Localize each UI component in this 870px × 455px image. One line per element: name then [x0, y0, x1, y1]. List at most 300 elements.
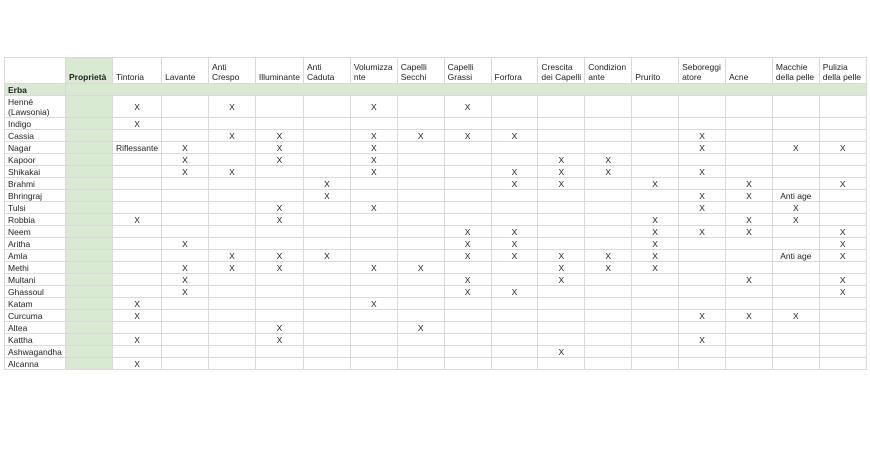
- value-cell[interactable]: X: [491, 250, 538, 262]
- value-cell[interactable]: X: [444, 96, 491, 118]
- value-cell[interactable]: [538, 96, 585, 118]
- value-cell[interactable]: [255, 298, 303, 310]
- value-cell[interactable]: X: [162, 154, 209, 166]
- value-cell[interactable]: [444, 310, 491, 322]
- value-cell[interactable]: [303, 214, 350, 226]
- value-cell[interactable]: X: [444, 286, 491, 298]
- value-cell[interactable]: [397, 334, 444, 346]
- property-cell[interactable]: [66, 310, 113, 322]
- value-cell[interactable]: [585, 310, 632, 322]
- value-cell[interactable]: [772, 346, 819, 358]
- herb-name-cell[interactable]: Curcuma: [5, 310, 66, 322]
- value-cell[interactable]: X: [491, 238, 538, 250]
- value-cell[interactable]: [303, 238, 350, 250]
- value-cell[interactable]: X: [632, 178, 679, 190]
- value-cell[interactable]: [350, 322, 397, 334]
- value-cell[interactable]: [725, 322, 772, 334]
- value-cell[interactable]: [303, 96, 350, 118]
- value-cell[interactable]: [679, 118, 726, 130]
- value-cell[interactable]: [725, 96, 772, 118]
- value-cell[interactable]: X: [632, 226, 679, 238]
- value-cell[interactable]: [350, 226, 397, 238]
- value-cell[interactable]: [585, 298, 632, 310]
- property-cell[interactable]: [66, 214, 113, 226]
- value-cell[interactable]: X: [679, 202, 726, 214]
- value-cell[interactable]: [632, 142, 679, 154]
- herb-name-cell[interactable]: Ghassoul: [5, 286, 66, 298]
- category-fill-cell[interactable]: [66, 84, 867, 96]
- column-header-cell[interactable]: Capelli Secchi: [397, 58, 444, 84]
- value-cell[interactable]: [585, 202, 632, 214]
- value-cell[interactable]: [350, 118, 397, 130]
- value-cell[interactable]: [444, 166, 491, 178]
- category-label-cell[interactable]: Erba: [5, 84, 66, 96]
- value-cell[interactable]: X: [113, 214, 162, 226]
- property-cell[interactable]: [66, 130, 113, 142]
- value-cell[interactable]: [208, 178, 255, 190]
- value-cell[interactable]: [208, 226, 255, 238]
- value-cell[interactable]: [397, 202, 444, 214]
- value-cell[interactable]: [255, 178, 303, 190]
- value-cell[interactable]: X: [113, 358, 162, 370]
- value-cell[interactable]: [585, 346, 632, 358]
- value-cell[interactable]: [819, 310, 866, 322]
- value-cell[interactable]: [162, 202, 209, 214]
- value-cell[interactable]: [303, 226, 350, 238]
- value-cell[interactable]: X: [538, 274, 585, 286]
- value-cell[interactable]: X: [350, 202, 397, 214]
- value-cell[interactable]: X: [350, 130, 397, 142]
- value-cell[interactable]: [303, 154, 350, 166]
- value-cell[interactable]: [491, 358, 538, 370]
- value-cell[interactable]: [162, 250, 209, 262]
- value-cell[interactable]: [397, 190, 444, 202]
- herb-name-cell[interactable]: Multani: [5, 274, 66, 286]
- column-header-cell[interactable]: Lavante: [162, 58, 209, 84]
- herb-name-cell[interactable]: Kapoor: [5, 154, 66, 166]
- value-cell[interactable]: X: [819, 178, 866, 190]
- value-cell[interactable]: [585, 142, 632, 154]
- value-cell[interactable]: X: [538, 154, 585, 166]
- herb-name-cell[interactable]: Shikakai: [5, 166, 66, 178]
- value-cell[interactable]: [113, 166, 162, 178]
- value-cell[interactable]: [162, 190, 209, 202]
- value-cell[interactable]: [632, 322, 679, 334]
- property-cell[interactable]: [66, 322, 113, 334]
- value-cell[interactable]: [538, 142, 585, 154]
- value-cell[interactable]: [113, 154, 162, 166]
- property-cell[interactable]: [66, 190, 113, 202]
- value-cell[interactable]: [632, 274, 679, 286]
- value-cell[interactable]: [725, 238, 772, 250]
- value-cell[interactable]: [819, 334, 866, 346]
- column-header-cell[interactable]: Macchie della pelle: [772, 58, 819, 84]
- property-cell[interactable]: [66, 274, 113, 286]
- value-cell[interactable]: [303, 298, 350, 310]
- value-cell[interactable]: [819, 96, 866, 118]
- value-cell[interactable]: [113, 262, 162, 274]
- value-cell[interactable]: [819, 202, 866, 214]
- value-cell[interactable]: [491, 310, 538, 322]
- value-cell[interactable]: [444, 190, 491, 202]
- value-cell[interactable]: [208, 322, 255, 334]
- value-cell[interactable]: [679, 298, 726, 310]
- value-cell[interactable]: X: [350, 142, 397, 154]
- value-cell[interactable]: [208, 358, 255, 370]
- value-cell[interactable]: [632, 190, 679, 202]
- value-cell[interactable]: [444, 202, 491, 214]
- value-cell[interactable]: [397, 298, 444, 310]
- column-header-cell[interactable]: Crescita dei Capelli: [538, 58, 585, 84]
- value-cell[interactable]: X: [632, 238, 679, 250]
- value-cell[interactable]: [444, 298, 491, 310]
- herb-name-cell[interactable]: Amla: [5, 250, 66, 262]
- value-cell[interactable]: [162, 214, 209, 226]
- value-cell[interactable]: [444, 346, 491, 358]
- value-cell[interactable]: [772, 262, 819, 274]
- value-cell[interactable]: X: [819, 286, 866, 298]
- value-cell[interactable]: [585, 190, 632, 202]
- property-cell[interactable]: [66, 154, 113, 166]
- value-cell[interactable]: X: [679, 142, 726, 154]
- value-cell[interactable]: [397, 358, 444, 370]
- value-cell[interactable]: [679, 250, 726, 262]
- value-cell[interactable]: [444, 358, 491, 370]
- value-cell[interactable]: [444, 154, 491, 166]
- value-cell[interactable]: [208, 238, 255, 250]
- value-cell[interactable]: [585, 322, 632, 334]
- value-cell[interactable]: [350, 346, 397, 358]
- value-cell[interactable]: [397, 250, 444, 262]
- value-cell[interactable]: [397, 226, 444, 238]
- value-cell[interactable]: [350, 190, 397, 202]
- value-cell[interactable]: [725, 346, 772, 358]
- herb-name-cell[interactable]: Ashwagandha: [5, 346, 66, 358]
- value-cell[interactable]: X: [585, 154, 632, 166]
- value-cell[interactable]: [208, 142, 255, 154]
- value-cell[interactable]: [772, 298, 819, 310]
- value-cell[interactable]: [162, 358, 209, 370]
- value-cell[interactable]: [491, 322, 538, 334]
- value-cell[interactable]: [397, 154, 444, 166]
- value-cell[interactable]: [397, 346, 444, 358]
- value-cell[interactable]: [208, 334, 255, 346]
- value-cell[interactable]: [397, 274, 444, 286]
- value-cell[interactable]: X: [491, 226, 538, 238]
- value-cell[interactable]: [819, 358, 866, 370]
- value-cell[interactable]: [725, 298, 772, 310]
- value-cell[interactable]: [491, 118, 538, 130]
- value-cell[interactable]: [725, 358, 772, 370]
- herb-name-cell[interactable]: Henné (Lawsonia): [5, 96, 66, 118]
- value-cell[interactable]: [819, 190, 866, 202]
- value-cell[interactable]: [725, 130, 772, 142]
- value-cell[interactable]: [772, 118, 819, 130]
- value-cell[interactable]: [772, 334, 819, 346]
- value-cell[interactable]: X: [255, 322, 303, 334]
- value-cell[interactable]: [303, 262, 350, 274]
- column-header-cell[interactable]: Forfora: [491, 58, 538, 84]
- value-cell[interactable]: [303, 322, 350, 334]
- value-cell[interactable]: [632, 154, 679, 166]
- value-cell[interactable]: [632, 358, 679, 370]
- value-cell[interactable]: [491, 214, 538, 226]
- value-cell[interactable]: X: [113, 118, 162, 130]
- value-cell[interactable]: [444, 334, 491, 346]
- value-cell[interactable]: [679, 154, 726, 166]
- value-cell[interactable]: [819, 298, 866, 310]
- value-cell[interactable]: [491, 96, 538, 118]
- herb-name-cell[interactable]: Robbia: [5, 214, 66, 226]
- value-cell[interactable]: [162, 118, 209, 130]
- property-cell[interactable]: [66, 96, 113, 118]
- value-cell[interactable]: X: [444, 238, 491, 250]
- herb-name-cell[interactable]: Brahmi: [5, 178, 66, 190]
- value-cell[interactable]: X: [350, 262, 397, 274]
- value-cell[interactable]: [819, 118, 866, 130]
- value-cell[interactable]: [208, 190, 255, 202]
- herb-name-cell[interactable]: Neem: [5, 226, 66, 238]
- column-header-cell[interactable]: Condizion ante: [585, 58, 632, 84]
- value-cell[interactable]: [444, 118, 491, 130]
- value-cell[interactable]: [113, 226, 162, 238]
- value-cell[interactable]: [632, 130, 679, 142]
- value-cell[interactable]: [444, 322, 491, 334]
- value-cell[interactable]: X: [772, 310, 819, 322]
- value-cell[interactable]: X: [255, 130, 303, 142]
- value-cell[interactable]: X: [679, 310, 726, 322]
- property-cell[interactable]: [66, 262, 113, 274]
- value-cell[interactable]: [819, 130, 866, 142]
- column-header-cell[interactable]: Capelli Grassi: [444, 58, 491, 84]
- value-cell[interactable]: [772, 274, 819, 286]
- value-cell[interactable]: X: [772, 142, 819, 154]
- value-cell[interactable]: [397, 238, 444, 250]
- value-cell[interactable]: [303, 334, 350, 346]
- value-cell[interactable]: [350, 178, 397, 190]
- herb-name-cell[interactable]: Aritha: [5, 238, 66, 250]
- value-cell[interactable]: X: [632, 214, 679, 226]
- herb-name-cell[interactable]: Altea: [5, 322, 66, 334]
- value-cell[interactable]: X: [208, 96, 255, 118]
- column-header-cell[interactable]: Prurito: [632, 58, 679, 84]
- value-cell[interactable]: X: [538, 178, 585, 190]
- value-cell[interactable]: [350, 274, 397, 286]
- value-cell[interactable]: [491, 262, 538, 274]
- value-cell[interactable]: X: [538, 262, 585, 274]
- property-cell[interactable]: [66, 286, 113, 298]
- value-cell[interactable]: [350, 214, 397, 226]
- value-cell[interactable]: [725, 286, 772, 298]
- value-cell[interactable]: X: [208, 262, 255, 274]
- value-cell[interactable]: X: [350, 154, 397, 166]
- value-cell[interactable]: [208, 298, 255, 310]
- value-cell[interactable]: X: [350, 96, 397, 118]
- value-cell[interactable]: [585, 274, 632, 286]
- value-cell[interactable]: [162, 334, 209, 346]
- value-cell[interactable]: [208, 202, 255, 214]
- value-cell[interactable]: [113, 178, 162, 190]
- value-cell[interactable]: X: [444, 250, 491, 262]
- value-cell[interactable]: [255, 238, 303, 250]
- value-cell[interactable]: [772, 286, 819, 298]
- property-cell[interactable]: [66, 118, 113, 130]
- value-cell[interactable]: [585, 238, 632, 250]
- value-cell[interactable]: [113, 130, 162, 142]
- value-cell[interactable]: [162, 226, 209, 238]
- property-cell[interactable]: [66, 298, 113, 310]
- value-cell[interactable]: X: [585, 166, 632, 178]
- property-cell[interactable]: [66, 202, 113, 214]
- value-cell[interactable]: X: [491, 166, 538, 178]
- value-cell[interactable]: [350, 310, 397, 322]
- value-cell[interactable]: [679, 322, 726, 334]
- value-cell[interactable]: X: [819, 226, 866, 238]
- value-cell[interactable]: X: [113, 96, 162, 118]
- value-cell[interactable]: X: [819, 250, 866, 262]
- value-cell[interactable]: [303, 274, 350, 286]
- value-cell[interactable]: [585, 286, 632, 298]
- value-cell[interactable]: [632, 166, 679, 178]
- value-cell[interactable]: X: [585, 250, 632, 262]
- column-header-cell[interactable]: Illuminante: [255, 58, 303, 84]
- value-cell[interactable]: X: [725, 190, 772, 202]
- value-cell[interactable]: [538, 130, 585, 142]
- value-cell[interactable]: [162, 130, 209, 142]
- value-cell[interactable]: [444, 262, 491, 274]
- value-cell[interactable]: [538, 202, 585, 214]
- value-cell[interactable]: X: [113, 310, 162, 322]
- value-cell[interactable]: [632, 96, 679, 118]
- column-header-cell[interactable]: Anti Crespo: [208, 58, 255, 84]
- herb-name-cell[interactable]: Nagar: [5, 142, 66, 154]
- value-cell[interactable]: [113, 202, 162, 214]
- value-cell[interactable]: [303, 202, 350, 214]
- value-cell[interactable]: X: [819, 142, 866, 154]
- value-cell[interactable]: [491, 154, 538, 166]
- value-cell[interactable]: [538, 322, 585, 334]
- value-cell[interactable]: Anti age: [772, 190, 819, 202]
- value-cell[interactable]: [113, 190, 162, 202]
- value-cell[interactable]: X: [113, 334, 162, 346]
- value-cell[interactable]: [491, 334, 538, 346]
- value-cell[interactable]: X: [819, 274, 866, 286]
- herb-name-cell[interactable]: Cassia: [5, 130, 66, 142]
- value-cell[interactable]: [585, 358, 632, 370]
- value-cell[interactable]: [632, 118, 679, 130]
- value-cell[interactable]: [538, 310, 585, 322]
- value-cell[interactable]: [585, 334, 632, 346]
- value-cell[interactable]: [350, 250, 397, 262]
- value-cell[interactable]: [113, 250, 162, 262]
- value-cell[interactable]: [491, 274, 538, 286]
- value-cell[interactable]: [162, 298, 209, 310]
- value-cell[interactable]: [679, 214, 726, 226]
- value-cell[interactable]: [538, 358, 585, 370]
- value-cell[interactable]: X: [538, 346, 585, 358]
- value-cell[interactable]: X: [632, 262, 679, 274]
- value-cell[interactable]: [208, 154, 255, 166]
- value-cell[interactable]: X: [303, 190, 350, 202]
- value-cell[interactable]: X: [350, 166, 397, 178]
- value-cell[interactable]: [725, 166, 772, 178]
- value-cell[interactable]: [679, 286, 726, 298]
- value-cell[interactable]: [632, 334, 679, 346]
- value-cell[interactable]: X: [397, 322, 444, 334]
- value-cell[interactable]: [538, 226, 585, 238]
- value-cell[interactable]: [350, 334, 397, 346]
- herb-name-cell[interactable]: Katam: [5, 298, 66, 310]
- value-cell[interactable]: [772, 358, 819, 370]
- value-cell[interactable]: X: [350, 298, 397, 310]
- value-cell[interactable]: [585, 96, 632, 118]
- property-cell[interactable]: [66, 238, 113, 250]
- column-header-cell[interactable]: Tintoria: [113, 58, 162, 84]
- value-cell[interactable]: [208, 346, 255, 358]
- value-cell[interactable]: [255, 166, 303, 178]
- value-cell[interactable]: X: [255, 214, 303, 226]
- value-cell[interactable]: [208, 274, 255, 286]
- value-cell[interactable]: X: [162, 286, 209, 298]
- value-cell[interactable]: [397, 310, 444, 322]
- value-cell[interactable]: [208, 118, 255, 130]
- value-cell[interactable]: X: [679, 190, 726, 202]
- value-cell[interactable]: X: [819, 238, 866, 250]
- value-cell[interactable]: [444, 214, 491, 226]
- value-cell[interactable]: [113, 274, 162, 286]
- property-cell[interactable]: [66, 334, 113, 346]
- value-cell[interactable]: [255, 346, 303, 358]
- value-cell[interactable]: X: [725, 226, 772, 238]
- value-cell[interactable]: [255, 226, 303, 238]
- value-cell[interactable]: [491, 142, 538, 154]
- value-cell[interactable]: [255, 96, 303, 118]
- value-cell[interactable]: [208, 214, 255, 226]
- value-cell[interactable]: [819, 262, 866, 274]
- value-cell[interactable]: [679, 274, 726, 286]
- value-cell[interactable]: X: [397, 262, 444, 274]
- value-cell[interactable]: [303, 310, 350, 322]
- value-cell[interactable]: [679, 262, 726, 274]
- value-cell[interactable]: [303, 166, 350, 178]
- value-cell[interactable]: [585, 214, 632, 226]
- value-cell[interactable]: [819, 154, 866, 166]
- value-cell[interactable]: X: [679, 334, 726, 346]
- property-cell[interactable]: [66, 250, 113, 262]
- property-header-cell[interactable]: Proprietà: [66, 58, 113, 84]
- value-cell[interactable]: [255, 358, 303, 370]
- value-cell[interactable]: [113, 322, 162, 334]
- column-header-cell[interactable]: Volumizza nte: [350, 58, 397, 84]
- value-cell[interactable]: [772, 238, 819, 250]
- herb-name-cell[interactable]: Tulsi: [5, 202, 66, 214]
- value-cell[interactable]: [679, 238, 726, 250]
- value-cell[interactable]: X: [303, 178, 350, 190]
- value-cell[interactable]: [632, 286, 679, 298]
- value-cell[interactable]: [397, 178, 444, 190]
- herb-name-cell[interactable]: Bhringraj: [5, 190, 66, 202]
- value-cell[interactable]: [397, 142, 444, 154]
- herb-name-cell[interactable]: Methi: [5, 262, 66, 274]
- value-cell[interactable]: [585, 118, 632, 130]
- value-cell[interactable]: X: [162, 238, 209, 250]
- value-cell[interactable]: [679, 178, 726, 190]
- value-cell[interactable]: [397, 214, 444, 226]
- value-cell[interactable]: [491, 190, 538, 202]
- column-header-cell[interactable]: Seboreggi atore: [679, 58, 726, 84]
- value-cell[interactable]: [632, 346, 679, 358]
- value-cell[interactable]: X: [255, 250, 303, 262]
